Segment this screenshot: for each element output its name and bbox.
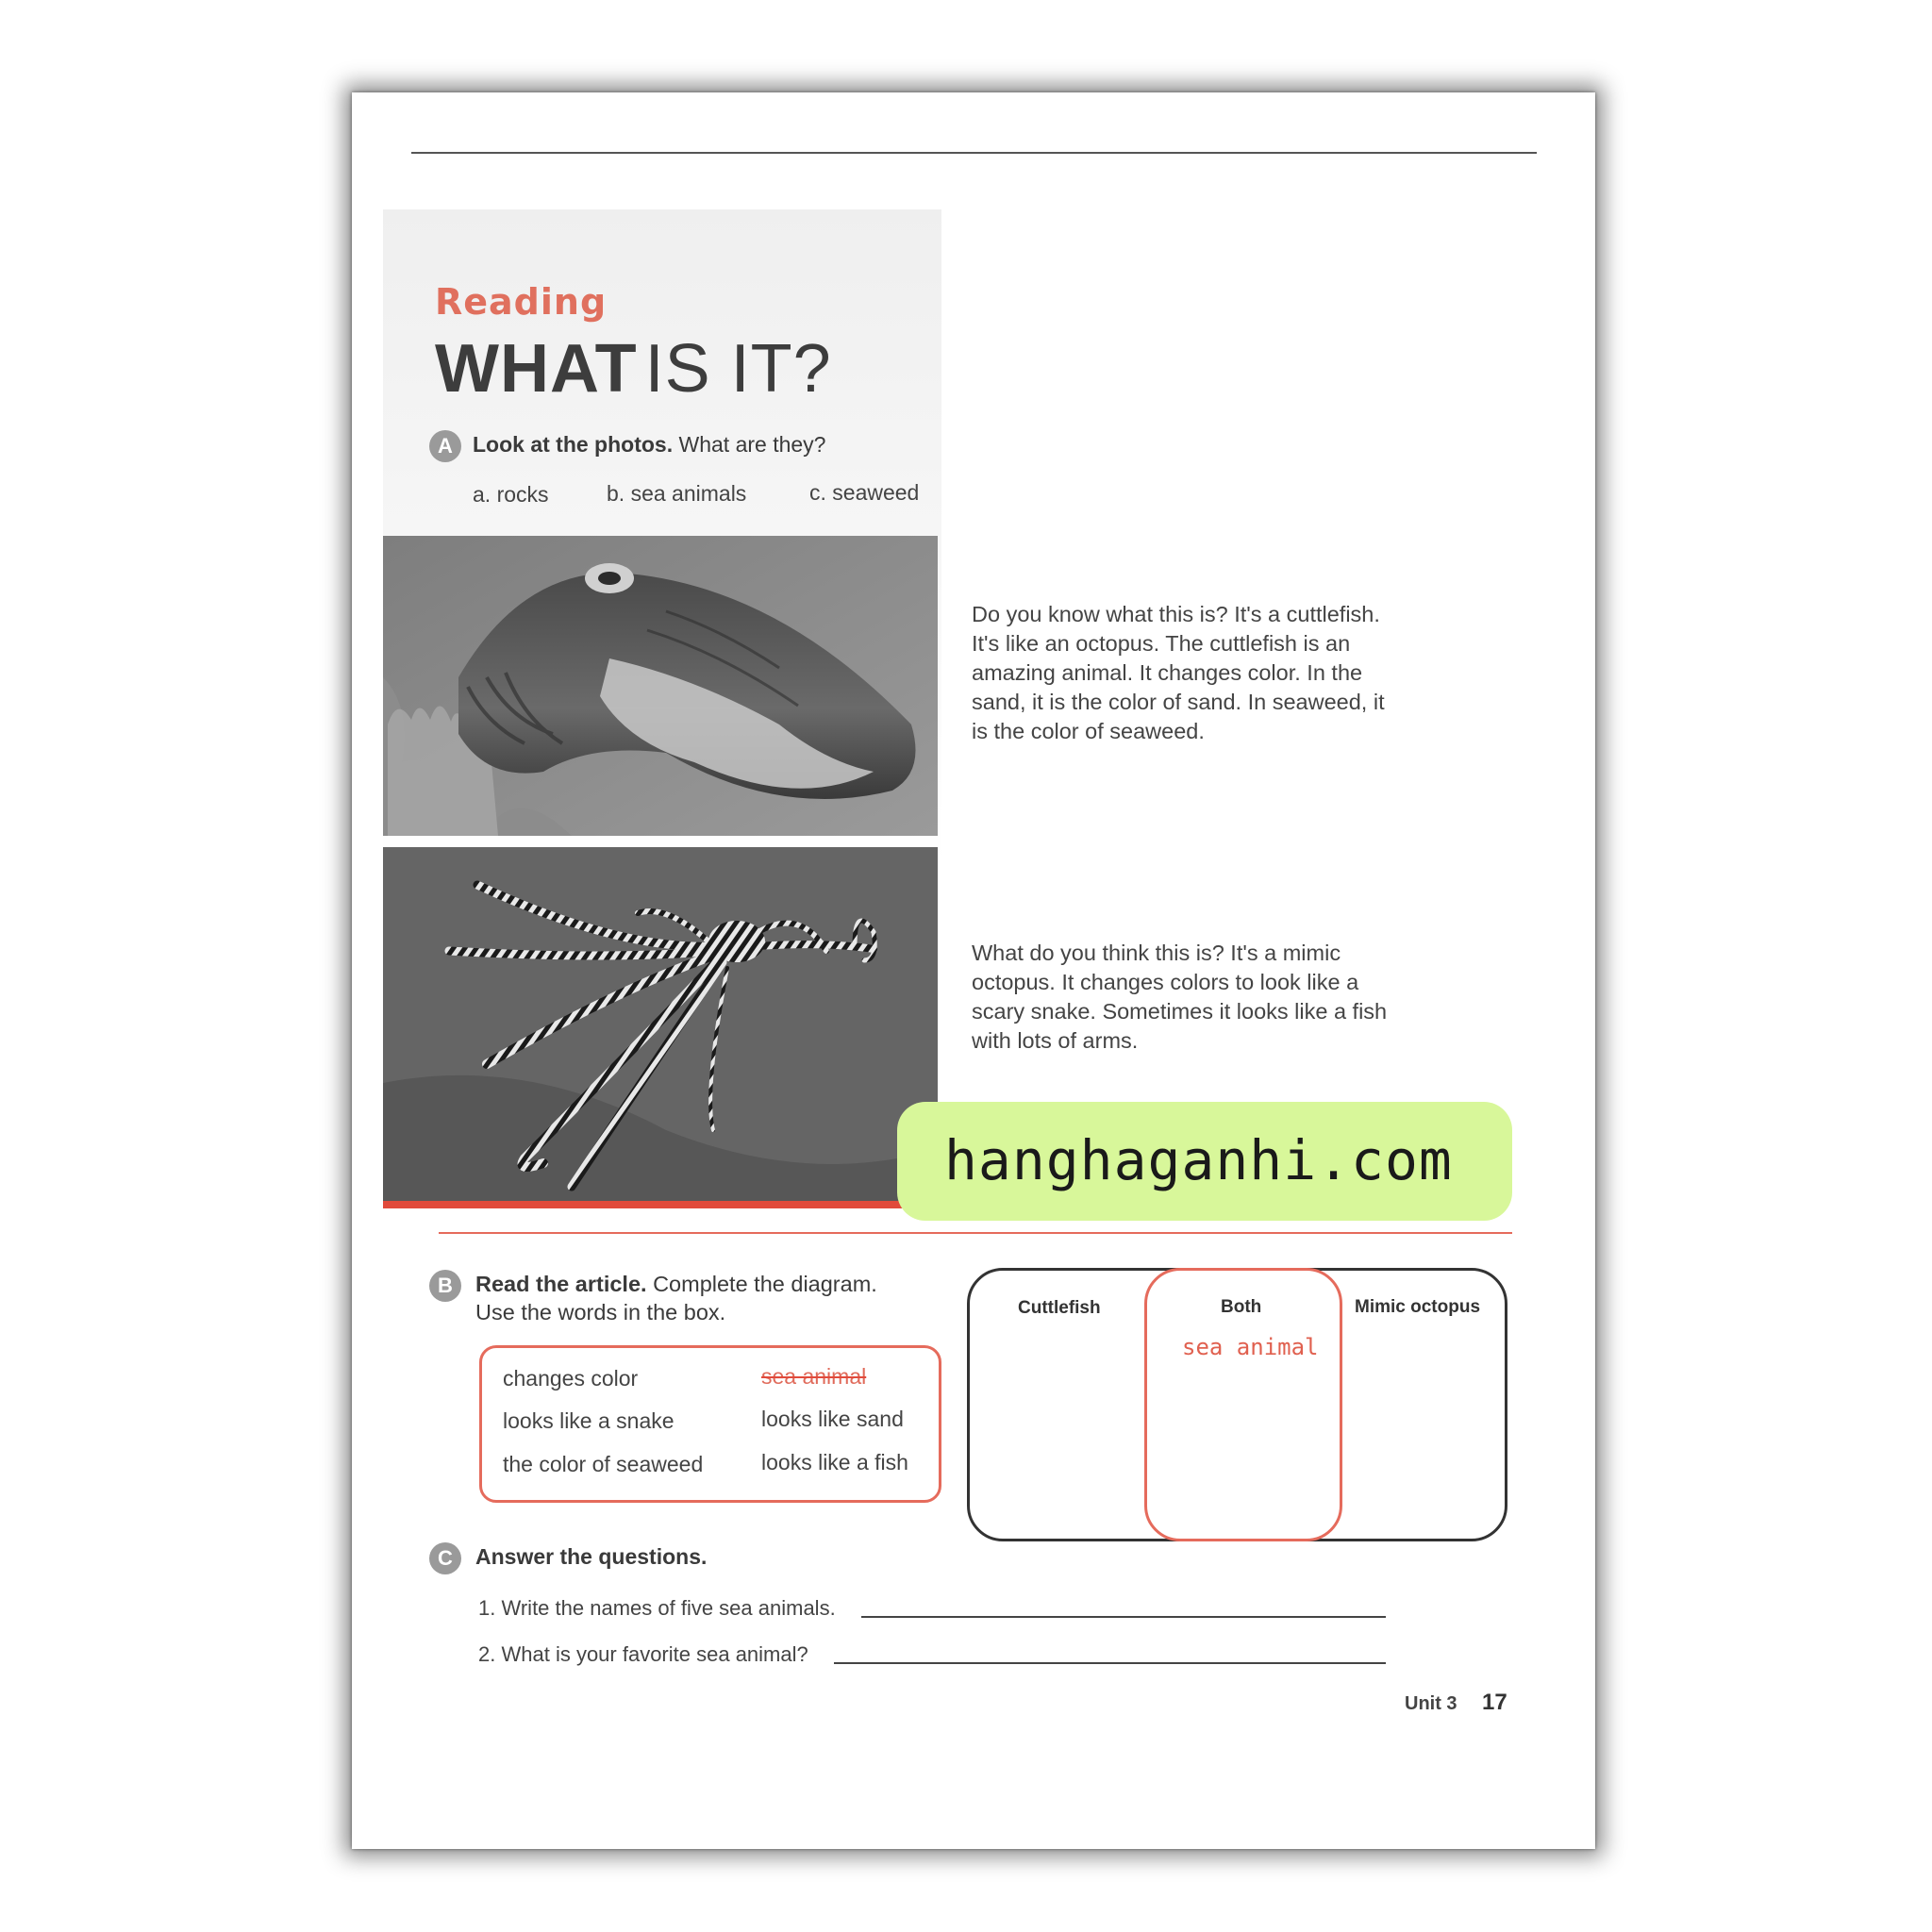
page-title-bold: WHAT [435,331,638,407]
section-divider [439,1232,1512,1234]
section-a-instruction [473,432,825,458]
question-2 [478,1642,808,1667]
choice-c-text: seaweed [832,480,920,505]
choice-b-text: sea animals [630,481,747,506]
diagram-heading-mimic-octopus: Mimic octopus [1355,1297,1481,1317]
word-looks-like-a-snake: looks like a snake [503,1408,675,1433]
question-2-number: 2. [478,1642,496,1666]
choice-a-label: a. [473,482,491,507]
top-rule [411,152,1537,154]
question-1-number: 1. [478,1596,496,1620]
word-looks-like-sand: looks like sand [761,1407,904,1431]
section-b-instruction-bold: Read the article. [475,1272,647,1296]
choice-b [607,481,746,507]
section-c-instruction-bold: Answer the questions. [475,1544,708,1569]
mimic-octopus-photo [383,847,938,1201]
footer-unit: Unit 3 [1405,1693,1457,1714]
section-c-badge: C [429,1542,461,1574]
choice-c [809,480,919,506]
watermark-text: hanghaganhi.com [944,1128,1453,1192]
section-b-instruction-line2: Use the words in the box. [475,1300,726,1324]
section-b-instruction [475,1272,877,1297]
word-sea-animal-crossed: sea animal [761,1364,867,1389]
page-title [435,330,832,408]
word-the-color-of-seaweed: the color of seaweed [503,1452,704,1476]
answer-line-2[interactable] [834,1662,1386,1664]
diagram-answer-both: sea animal [1182,1334,1319,1360]
word-looks-like-a-fish: looks like a fish [761,1450,908,1474]
section-b-badge: B [429,1270,461,1302]
question-1 [478,1596,836,1621]
choice-a-text: rocks [496,482,549,507]
section-c-instruction [475,1544,707,1570]
section-label: Reading [435,281,608,323]
word-changes-color: changes color [503,1366,639,1391]
cuttlefish-article: Do you know what this is? It's a cuttlefish. It's like an octopus. The cuttlefish is an amazing animal. It changes color. In the sand, it is the color of sand. In seaweed, it is the color of seaweed. [972,602,1385,743]
question-1-text: Write the names of five sea animals. [501,1596,836,1620]
section-a-instruction-rest: What are they? [678,432,826,457]
question-2-text: What is your favorite sea animal? [501,1642,808,1666]
choice-a [473,482,549,508]
section-a-instruction-bold: Look at the photos. [473,432,674,457]
diagram-heading-both: Both [1221,1297,1262,1317]
mimic-octopus-article: What do you think this is? It's a mimic octopus. It changes colors to look like a scary snake. Sometimes it looks like a fish with lots of arms. [972,941,1388,1053]
choice-c-label: c. [809,480,826,505]
photo-bottom-rule [383,1201,941,1208]
cuttlefish-photo [383,536,938,836]
diagram-heading-cuttlefish: Cuttlefish [1018,1298,1101,1318]
workbook-page [352,92,1595,1849]
choice-b-label: b. [607,481,625,506]
section-b-instruction-rest: Complete the diagram. [653,1272,877,1296]
page-title-rest: IS IT? [644,331,832,407]
footer-page-number: 17 [1482,1690,1507,1715]
answer-line-1[interactable] [861,1616,1386,1618]
section-a-badge: A [429,430,461,462]
